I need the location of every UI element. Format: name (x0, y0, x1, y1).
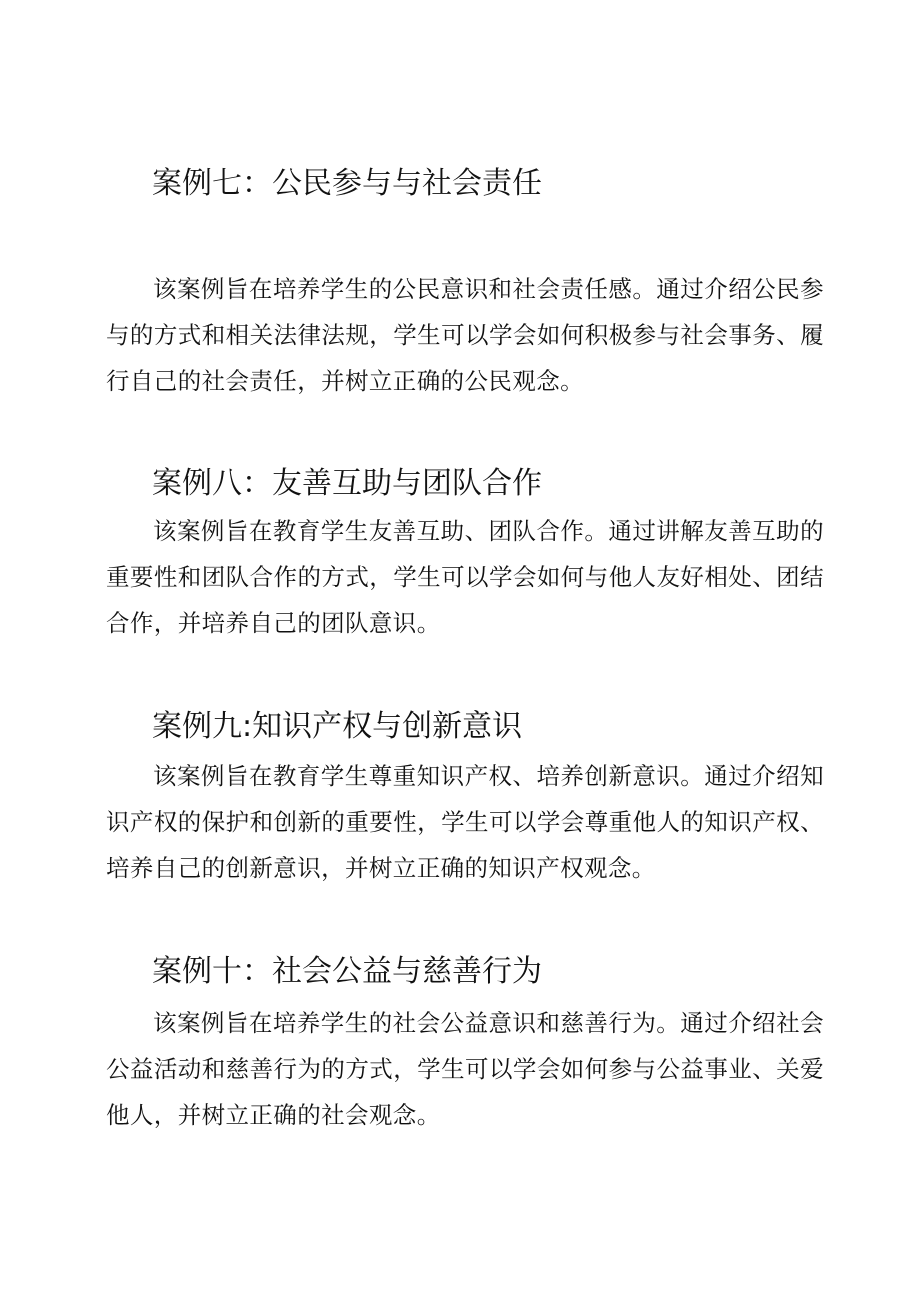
case-heading: 案例十：社会公益与慈善行为 (152, 954, 542, 989)
case-heading: 案例八：友善互助与团队合作 (152, 466, 542, 501)
case-heading: 案例七：公民参与与社会责任 (152, 166, 542, 201)
case-paragraph: 该案例旨在教育学生友善互助、团队合作。通过讲解友善互助的重要性和团队合作的方式，学生可以学会如何与他人友好相处、团结合作，并培养自己的团队意识。 (106, 517, 824, 637)
case-paragraph: 该案例旨在教育学生尊重知识产权、培养创新意识。通过介绍知识产权的保护和创新的重要性，学生可以学会尊重他人的知识产权、培养自己的创新意识，并树立正确的知识产权观念。 (106, 762, 824, 882)
case-heading: 案例九:知识产权与创新意识 (152, 709, 523, 744)
case-paragraph: 该案例旨在培养学生的社会公益意识和慈善行为。通过介绍社会公益活动和慈善行为的方式，学生可以学会如何参与公益事业、关爱他人，并树立正确的社会观念。 (106, 1009, 824, 1129)
case-paragraph: 该案例旨在培养学生的公民意识和社会责任感。通过介绍公民参与的方式和相关法律法规，学生可以学会如何积极参与社会事务、履行自己的社会责任，并树立正确的公民观念。 (106, 275, 824, 395)
